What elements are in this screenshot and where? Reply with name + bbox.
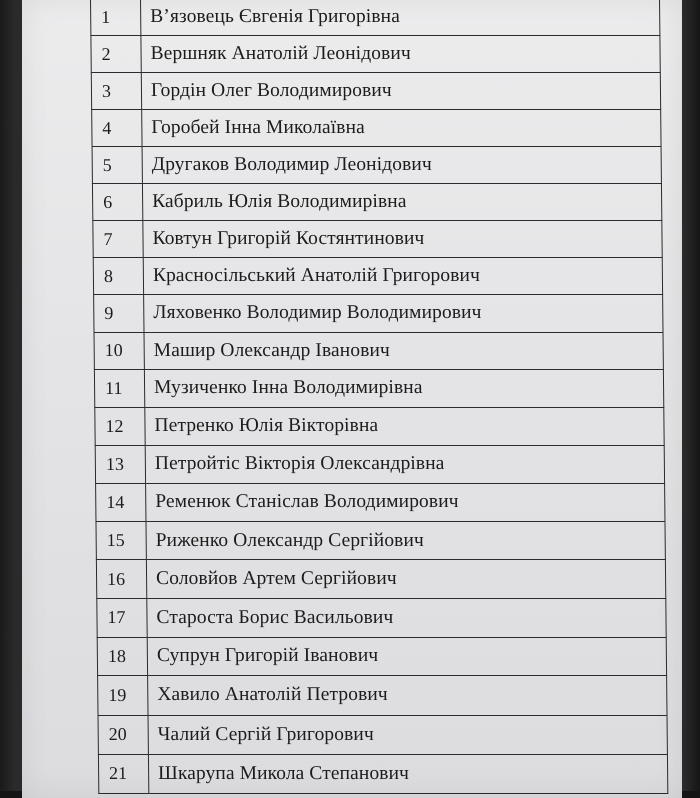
table-row bbox=[97, 598, 666, 637]
person-name: Горобей Інна Миколаївна bbox=[142, 110, 661, 147]
person-name: Чалий Сергій Григорович bbox=[148, 715, 667, 754]
person-name: Гордін Олег Володимирович bbox=[141, 73, 660, 110]
person-name: Петройтіс Вікторія Олександрівна bbox=[145, 445, 664, 483]
table-row bbox=[95, 445, 664, 483]
row-number: 18 bbox=[97, 637, 147, 676]
person-name: Вершняк Анатолій Леонідович bbox=[141, 36, 660, 73]
row-number: 12 bbox=[95, 407, 145, 445]
table-row bbox=[98, 676, 667, 715]
person-name: Ляховенко Володимир Володимирович bbox=[144, 295, 663, 332]
table-row bbox=[93, 221, 662, 258]
table-row bbox=[95, 407, 664, 445]
table-row bbox=[92, 110, 661, 147]
row-number: 14 bbox=[96, 483, 146, 521]
table-row bbox=[98, 715, 667, 754]
table-row bbox=[93, 258, 662, 295]
names-table-body bbox=[91, 0, 668, 794]
table-row bbox=[94, 295, 663, 332]
person-name: Супрун Григорій Іванович bbox=[147, 637, 666, 676]
person-name: Петренко Юлія Вікторівна bbox=[145, 407, 664, 445]
person-name: Кабриль Юлія Володимирівна bbox=[142, 184, 661, 221]
row-number: 19 bbox=[98, 676, 148, 715]
row-number: 9 bbox=[94, 295, 144, 332]
table-row bbox=[96, 560, 665, 599]
person-name: Шкарупа Микола Степанович bbox=[148, 754, 667, 793]
row-number: 1 bbox=[91, 0, 141, 36]
row-number: 20 bbox=[98, 715, 148, 754]
person-name: Староста Борис Васильович bbox=[147, 598, 666, 637]
person-name: Риженко Олександр Сергійович bbox=[146, 521, 665, 559]
table-row bbox=[92, 147, 661, 184]
table-row bbox=[94, 370, 663, 408]
row-number: 6 bbox=[92, 184, 142, 221]
person-name: Другаков Володимир Леонідович bbox=[142, 147, 661, 184]
row-number: 13 bbox=[95, 445, 145, 483]
row-number: 10 bbox=[94, 332, 144, 370]
table-row bbox=[97, 637, 666, 676]
person-name: Хавило Анатолій Петрович bbox=[148, 676, 667, 715]
table-row bbox=[91, 36, 660, 73]
table-row bbox=[91, 73, 660, 110]
names-table bbox=[90, 0, 668, 794]
person-name: Музиченко Інна Володимирівна bbox=[144, 370, 663, 408]
person-name: Машир Олександр Іванович bbox=[144, 332, 663, 370]
person-name: Ковтун Григорій Костянтинович bbox=[143, 221, 662, 258]
row-number: 4 bbox=[92, 110, 142, 147]
row-number: 3 bbox=[91, 73, 141, 110]
row-number: 7 bbox=[93, 221, 143, 258]
row-number: 8 bbox=[93, 258, 143, 295]
table-row bbox=[96, 483, 665, 521]
row-number: 21 bbox=[98, 754, 148, 793]
table-row bbox=[94, 332, 663, 370]
table-row bbox=[96, 521, 665, 559]
row-number: 2 bbox=[91, 36, 141, 73]
person-name: Ременюк Станіслав Володимирович bbox=[146, 483, 665, 521]
table-row bbox=[92, 184, 661, 221]
table-row bbox=[98, 754, 667, 793]
person-name: В’язовець Євгенія Григорівна bbox=[141, 0, 660, 36]
row-number: 16 bbox=[96, 560, 146, 599]
row-number: 17 bbox=[97, 598, 147, 637]
table-row bbox=[91, 0, 660, 36]
row-number: 11 bbox=[94, 370, 144, 408]
person-name: Красносільський Анатолій Григорович bbox=[143, 258, 662, 295]
paper-sheet bbox=[22, 0, 682, 798]
row-number: 15 bbox=[96, 521, 146, 559]
person-name: Соловйов Артем Сергійович bbox=[146, 560, 665, 599]
row-number: 5 bbox=[92, 147, 142, 184]
